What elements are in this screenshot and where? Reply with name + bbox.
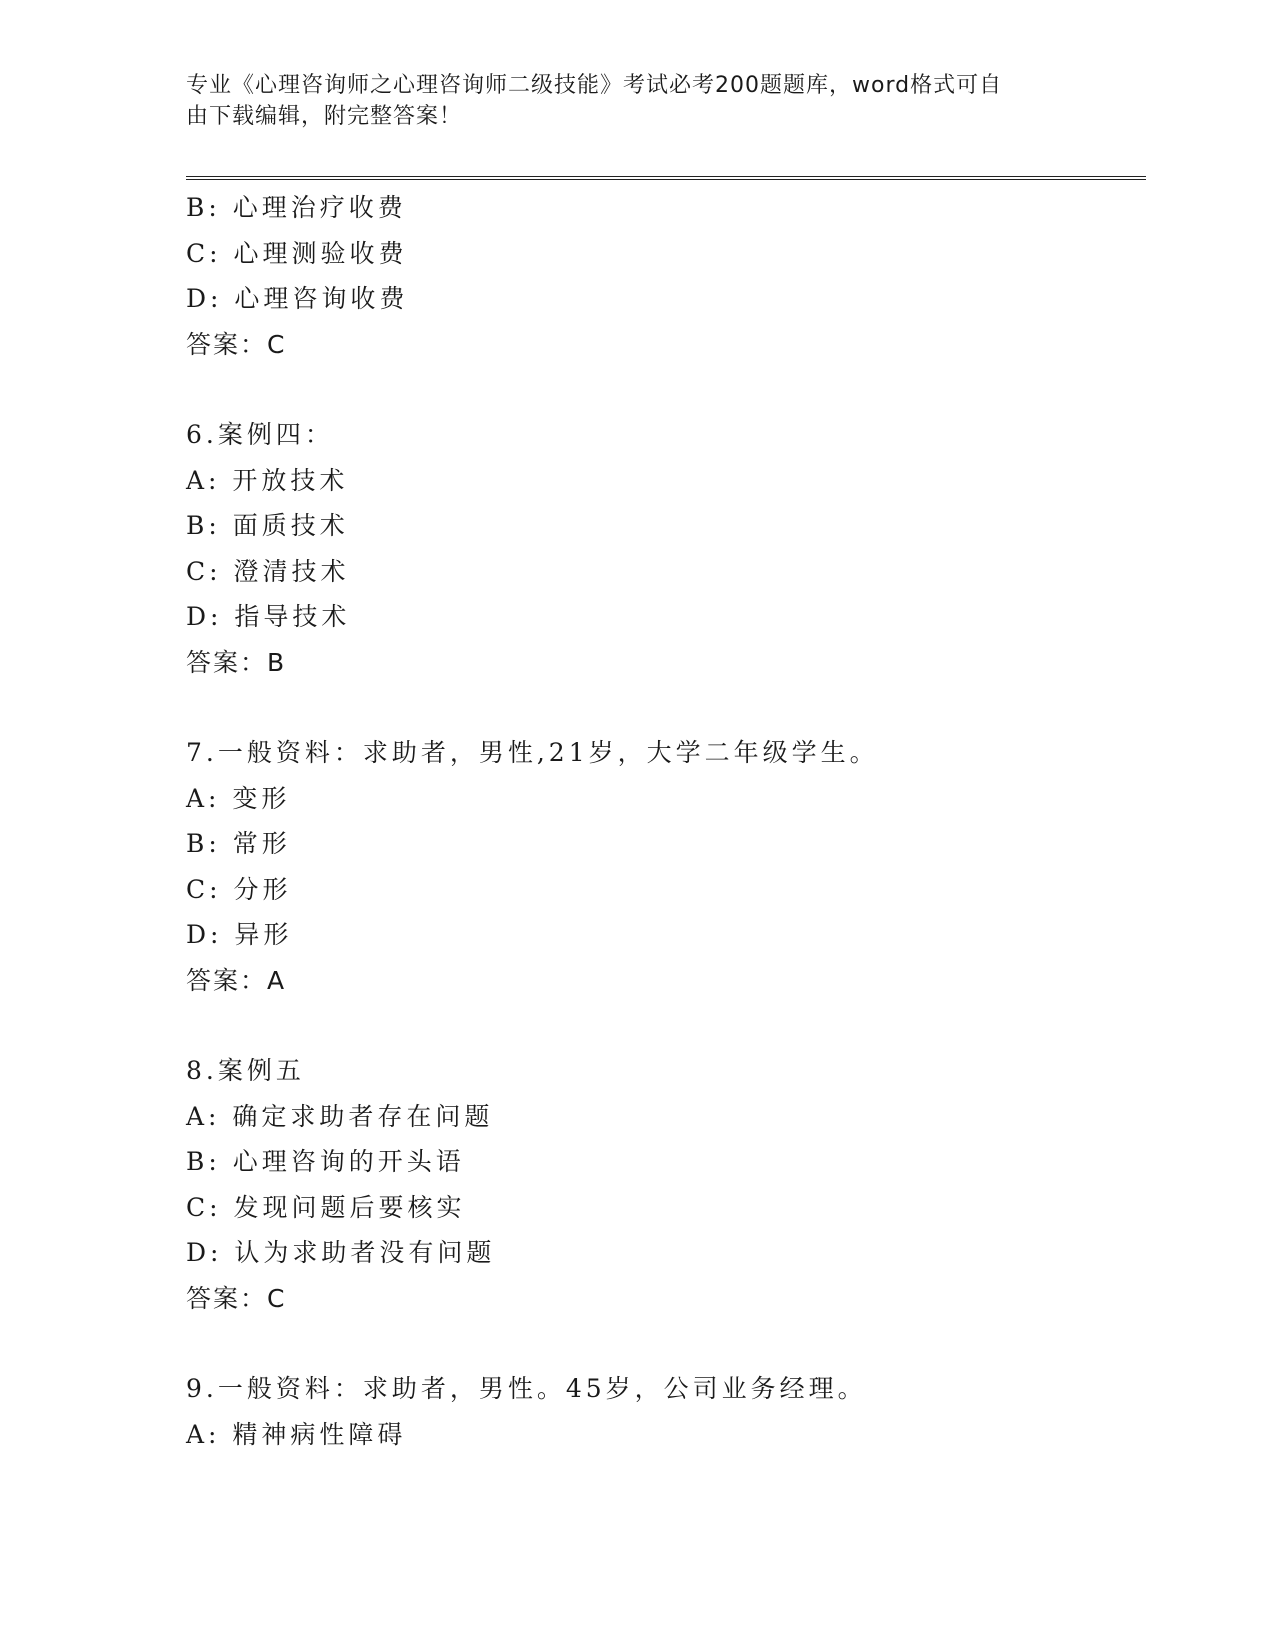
option-b: B: 面质技术 [186,511,349,540]
option-d: D: 异形 [186,920,293,949]
answer-line: 答案：C [186,1283,287,1313]
option-c: C: 心理测验收费 [186,238,408,268]
question-block-7 [186,730,1146,1003]
answer-line: 答案：A [186,965,287,995]
option-a: A: 精神病性障碍 [186,1419,407,1449]
option-a: A: 变形 [186,783,291,813]
question-text: 6.案例四： [186,420,334,449]
header-line-1: 专业《心理咨询师之心理咨询师二级技能》考试必考200题题库，word格式可自 [186,73,1003,98]
question-block-6 [186,412,1146,685]
option-b: B: 心理治疗收费 [186,193,407,222]
option-d: D: 心理咨询收费 [186,284,409,313]
question-text: 8.案例五 [186,1056,305,1085]
question-block-8 [186,1048,1146,1321]
question-block-9 [186,1366,1146,1457]
question-list [186,185,1146,1457]
answer-line: 答案：B [186,647,287,677]
question-text: 9.一般资料：求助者，男性。45岁，公司业务经理。 [186,1374,867,1403]
question-block-continued [186,185,1146,367]
answer-line: 答案：C [186,329,287,359]
option-d: D: 指导技术 [186,602,351,631]
document-header [186,70,1066,132]
option-d: D: 认为求助者没有问题 [186,1238,496,1267]
question-text: 7.一般资料：求助者，男性,21岁，大学二年级学生。 [186,738,879,767]
option-c: C: 分形 [186,874,292,904]
option-a: A: 开放技术 [186,465,349,495]
option-b: B: 心理咨询的开头语 [186,1147,465,1176]
option-c: C: 澄清技术 [186,556,350,586]
option-c: C: 发现问题后要核实 [186,1192,466,1222]
header-line-2: 由下载编辑，附完整答案！ [186,104,463,129]
option-a: A: 确定求助者存在问题 [186,1101,494,1131]
option-b: B: 常形 [186,829,291,858]
header-divider [186,176,1146,180]
